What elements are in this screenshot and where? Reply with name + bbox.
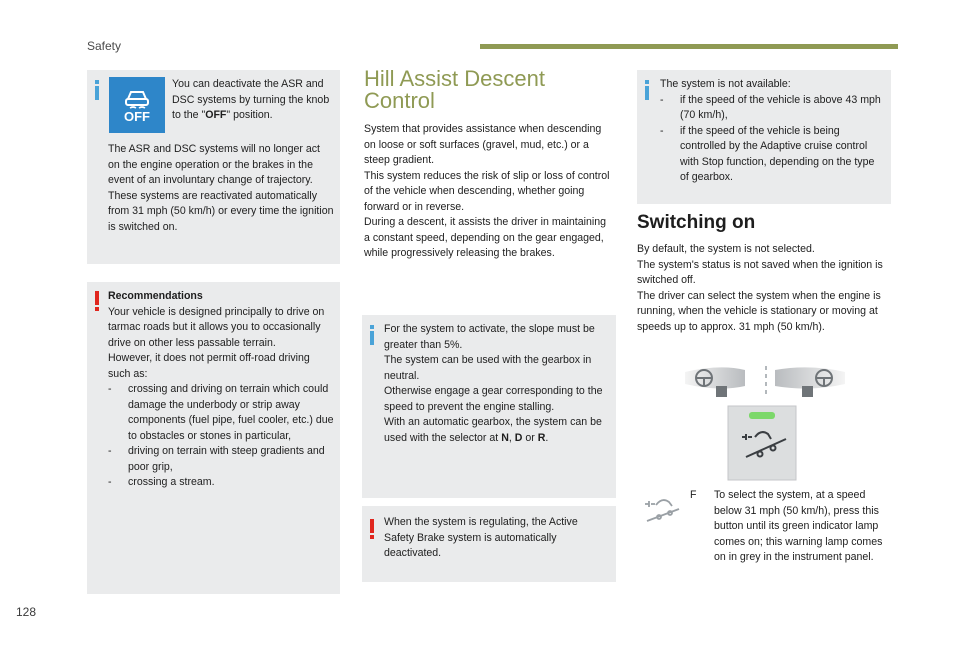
list-item: - if the speed of the vehicle is being controlled by the Adaptive cruise control with Stop function, depending on the type of gearbox.	[660, 124, 875, 183]
skid-car-icon	[109, 77, 165, 133]
hadc-description: System that provides assistance when descending on loose or soft surfaces (gravel, mud, etc.) or a steep gradient. This system reduces the risk of slip or loss of control of the vehicle when descending, whether going forward or in reverse. During a descent, it assists the driver in maintaining a constant speed, depending on the gear engaged, while progressively releasing the brakes.	[364, 123, 610, 259]
regulating-warning-text: When the system is regulating, the Active Safety Brake system is automatically deactivated.	[384, 516, 578, 559]
header-accent-bar	[480, 44, 898, 49]
page-title: Hill Assist Descent Control	[364, 66, 545, 113]
select-instruction: F To select the system, at a speed below 31 mph (50 km/h), press this button until its green indicator lamp comes on; this warning lamp comes on in grey in the instrument panel.	[690, 489, 883, 563]
section-title: Switching on	[637, 212, 756, 233]
asr-off-button-icon	[109, 77, 165, 133]
list-item: - crossing and driving on terrain which could damage the underbody or strip away components (fuel pipe, fuel cooler, etc.) due to obstacles or stones in particular,	[108, 383, 334, 442]
list-item: - if the speed of the vehicle is above 43 mph (70 km/h),	[660, 93, 881, 121]
recommendations-title: Recommendations	[108, 290, 203, 302]
section-header: Safety	[87, 39, 122, 53]
availability-info-text: The system is not available: - if the speed of the vehicle is above 43 mph (70 km/h), - if the speed of the vehicle is being controlled by the Adaptive cruise control with Stop function, depending on the type of gearbox.	[660, 77, 886, 186]
asr-body-text: The ASR and DSC systems will no longer act on the engine operation or the brakes in the event of an involuntary change of trajectory. These systems are reactivated automatically from 31 mph (50 km/h) or every time the ignition is switched on.	[108, 143, 334, 233]
hill-descent-lamp-icon	[643, 496, 683, 526]
list-item: - crossing a stream.	[108, 476, 215, 488]
off-label: OFF	[124, 109, 150, 124]
page-number: 128	[16, 605, 37, 619]
green-indicator-lamp	[749, 412, 775, 419]
switching-on-text: By default, the system is not selected. The system's status is not saved when the ignition is switched off. The driver can select the system when the engine is running, when the vehicle is stationary or moving at speeds up to approx. 31 mph (50 km/h).	[637, 243, 883, 333]
recommendations-text: Recommendations Your vehicle is designed principally to drive on tarmac roads but it allows you to occasionally drive on other less passable terrain. However, it does not permit off-road driving such as: - crossing and driving on terrain which could damage the underbody or strip away components (fuel pipe, fuel cooler, etc.) due to obstacles or stones in particular, - driving on terrain with steep gradients and poor grip, - crossing a stream.	[108, 289, 334, 491]
console-illustration	[680, 362, 860, 482]
activation-info-text: For the system to activate, the slope must be greater than 5%. The system can be used with the gearbox in neutral. Otherwise engage a gear corresponding to the speed to prevent the engine stalling. With an automatic gearbox, the system can be used with the selector at N, D or R.	[384, 323, 603, 444]
list-item: - driving on terrain with steep gradients and poor grip,	[108, 445, 325, 473]
asr-intro-text: You can deactivate the ASR and DSC systems by turning the knob to the "OFF" position.	[172, 78, 330, 121]
